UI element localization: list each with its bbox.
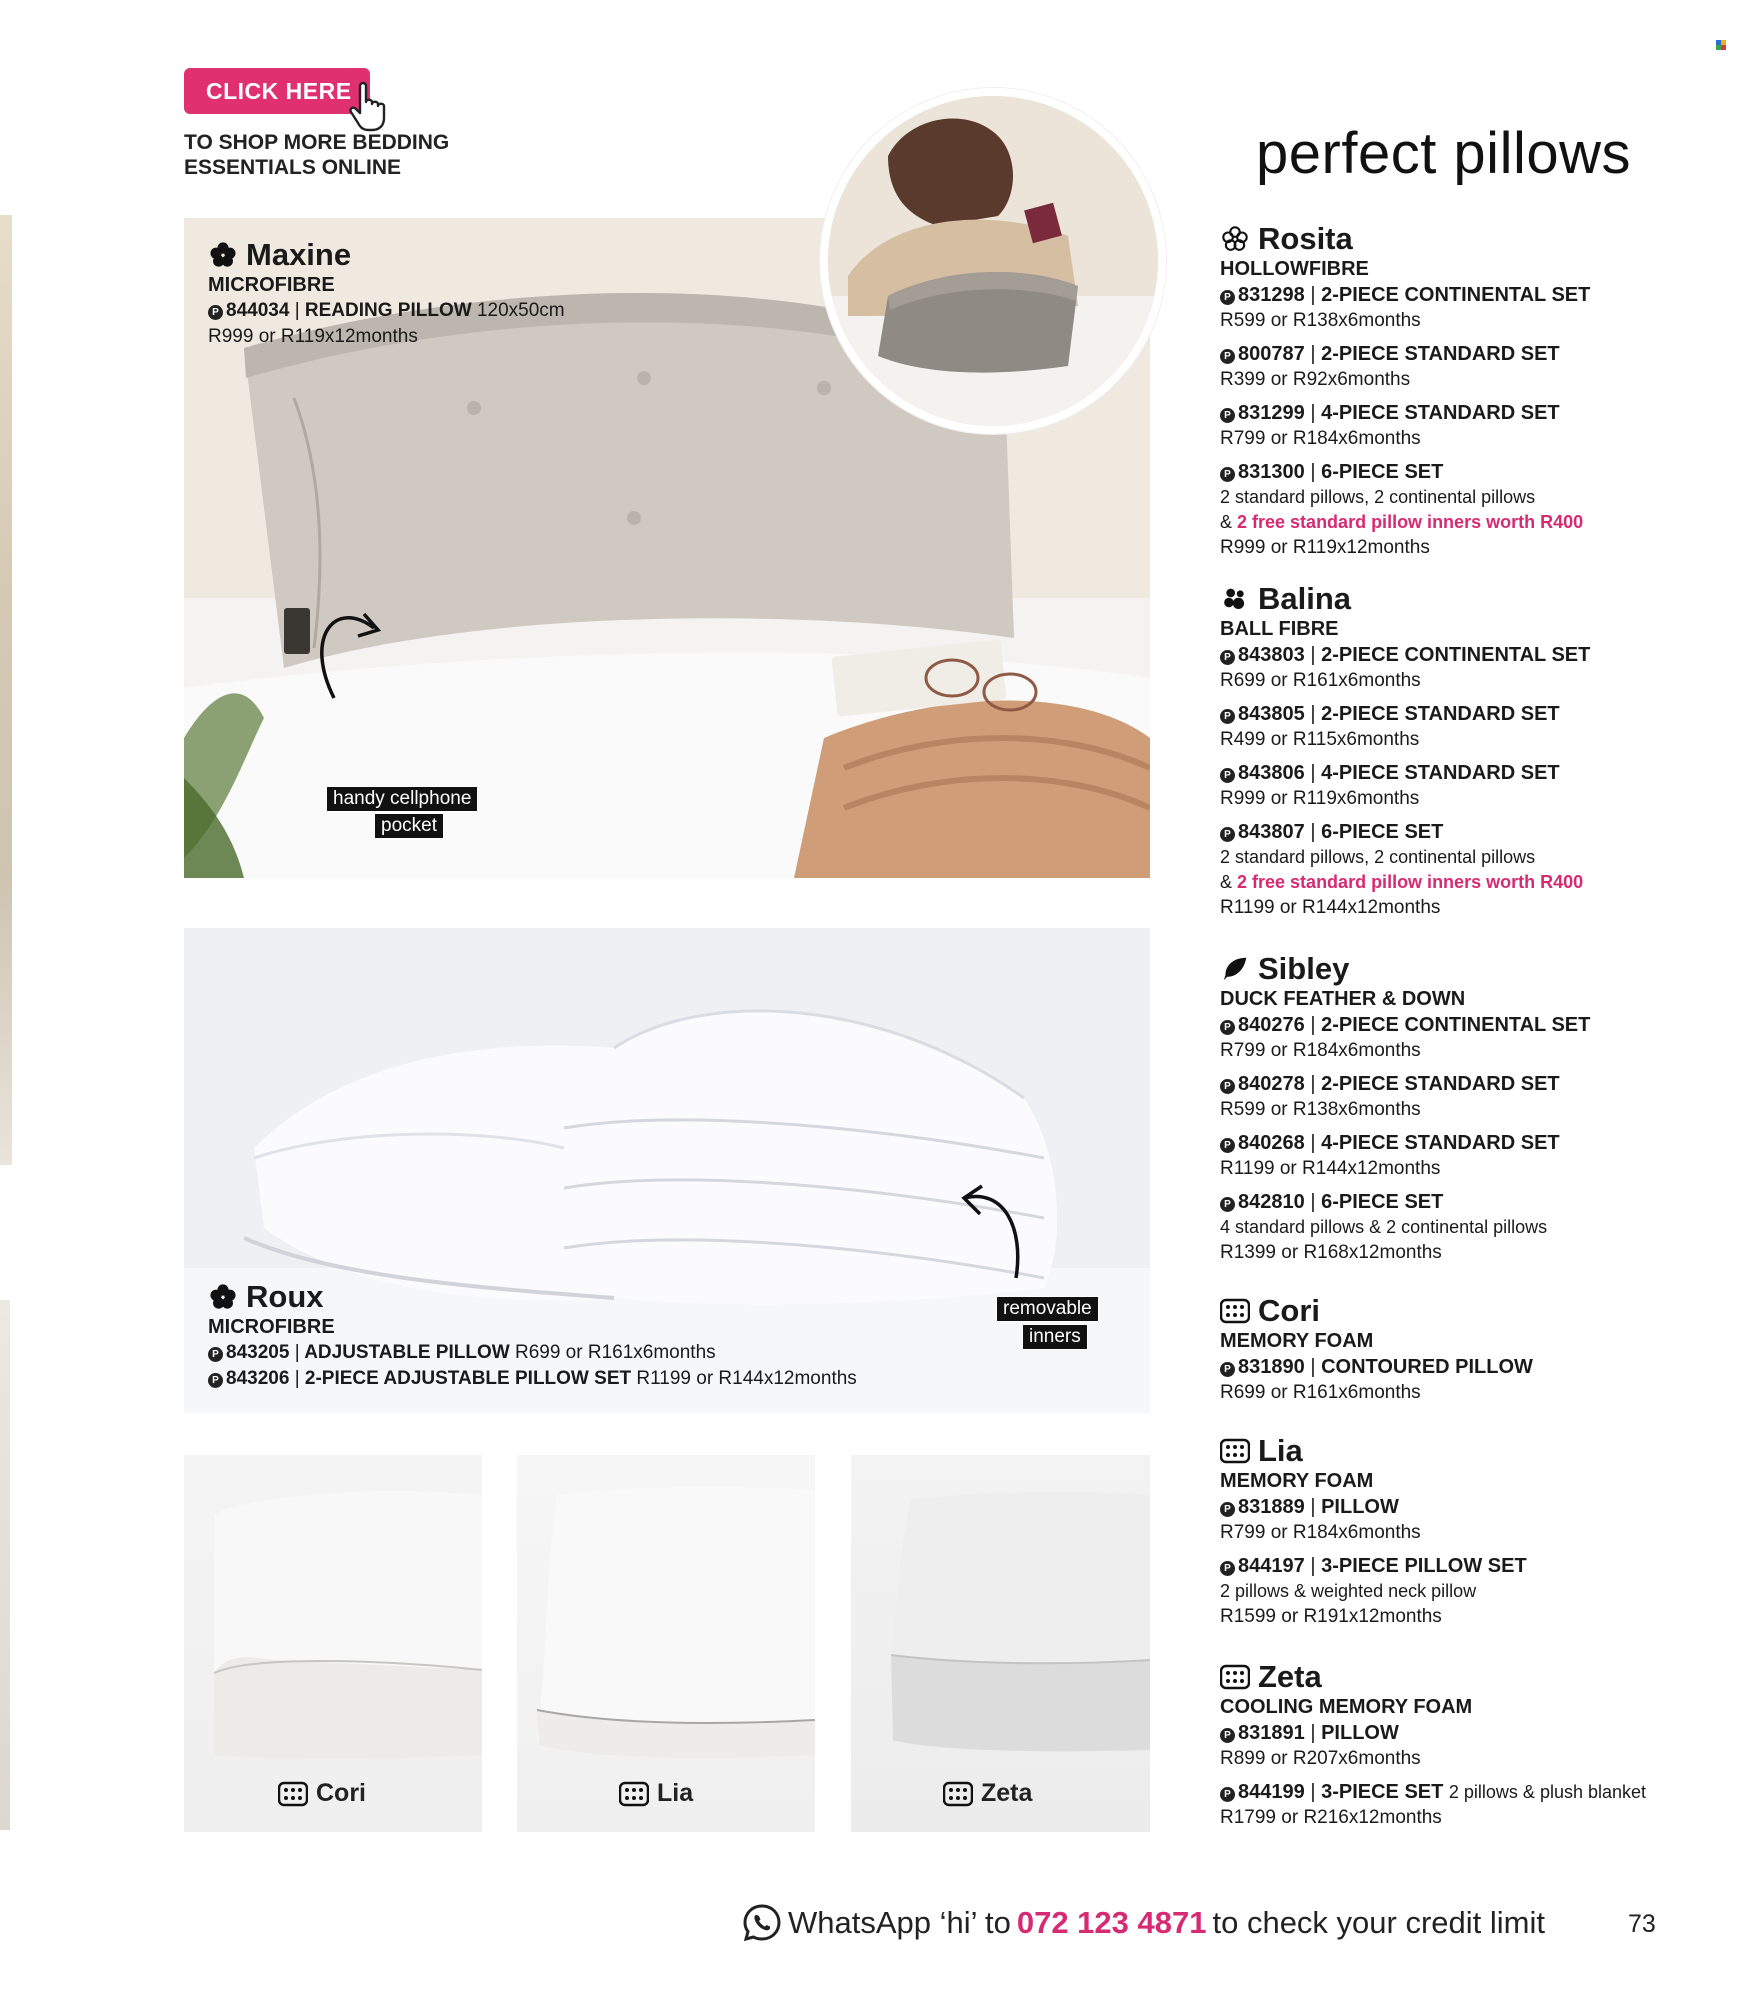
sibley-price: R799 or R184x6months [1220,1040,1421,1061]
rosita-desc: 2 standard pillows, 2 continental pillows [1220,487,1536,507]
hollowfibre-flower-icon [1220,226,1250,252]
rosita-section [1220,222,1660,560]
microfibre-flower-icon [208,242,238,268]
sibley-desc: 4 standard pillows & 2 continental pillows [1220,1217,1548,1237]
pin-icon: P [208,305,223,320]
pin-icon: P [1220,650,1235,665]
zeta-type: COOLING MEMORY FOAM [1220,1696,1473,1718]
zeta-price: R1799 or R216x12months [1220,1807,1442,1828]
roux-product-info [208,1280,968,1392]
pin-icon: P [1220,1020,1235,1035]
pin-icon: P [1220,1079,1235,1094]
lia-type: MEMORY FOAM [1220,1470,1374,1492]
rosita-item: P 831298 | 2-PIECE CONTINENTAL SET [1220,282,1660,308]
rosita-item: P 800787 | 2-PIECE STANDARD SET [1220,341,1660,367]
woman-on-pillow-illustration [828,96,1158,426]
removable-inners-callout-2: inners [1022,1324,1088,1350]
pin-icon: P [1220,1362,1235,1377]
balina-item: P 843806 | 4-PIECE STANDARD SET [1220,760,1660,786]
contoured-pillow-illustration [184,1455,482,1832]
lia-section [1220,1434,1660,1629]
rosita-price: R399 or R92x6months [1220,369,1411,390]
pin-icon: P [1220,349,1235,364]
lia-desc: 2 pillows & weighted neck pillow [1220,1581,1477,1601]
pin-icon: P [1220,768,1235,783]
zeta-section [1220,1660,1660,1830]
balina-section [1220,582,1660,920]
lia-thumb-label: Lia [619,1779,693,1808]
sibley-price: R1399 or R168x12months [1220,1242,1442,1263]
maxine-name: Maxine [246,237,352,272]
sibley-price: R1199 or R144x12months [1220,1158,1441,1179]
removable-inners-callout: removable [996,1296,1099,1322]
footer-text-after: to check your credit limit [1212,1905,1545,1940]
memory-foam-icon [1220,1298,1250,1324]
maxine-product-info [208,238,768,350]
click-here-button[interactable]: CLICK HERE [184,68,370,114]
zeta-item: P 831891 | PILLOW [1220,1720,1660,1746]
memory-foam-pillow-illustration [517,1455,815,1832]
footer-phone[interactable]: 072 123 4871 [1016,1905,1207,1940]
balina-name: Balina [1258,581,1352,616]
lia-price: R799 or R184x6months [1220,1522,1421,1543]
lia-item: P 831889 | PILLOW [1220,1494,1660,1520]
pin-icon: P [208,1373,223,1388]
cellphone-pocket-callout-2: pocket [374,813,444,839]
cori-name: Cori [1258,1293,1320,1328]
roux-type: MICROFIBRE [208,1316,335,1338]
cellphone-pocket-callout: handy cellphone [326,786,478,812]
page-edge-strip [0,1300,10,1830]
cooling-pillow-illustration [851,1455,1150,1832]
pin-icon: P [1220,709,1235,724]
sibley-type: DUCK FEATHER & DOWN [1220,988,1466,1010]
whatsapp-footer [742,1903,1545,1943]
zeta-price: R899 or R207x6months [1220,1748,1421,1769]
pointing-hand-icon [348,80,396,132]
memory-foam-icon [619,1781,649,1807]
lia-item: P 844197 | 3-PIECE PILLOW SET [1220,1553,1660,1579]
balina-price: R699 or R161x6months [1220,670,1421,691]
sibley-section [1220,952,1660,1265]
pin-icon: P [1220,1197,1235,1212]
cori-section [1220,1294,1660,1405]
balina-type: BALL FIBRE [1220,618,1339,640]
zeta-pillow-photo [851,1455,1150,1832]
cori-item: P 831890 | CONTOURED PILLOW [1220,1354,1660,1380]
sibley-item: P 842810 | 6-PIECE SET [1220,1189,1660,1215]
pin-icon: P [1220,1787,1235,1802]
sibley-item: P 840276 | 2-PIECE CONTINENTAL SET [1220,1012,1660,1038]
corner-logo-icon [1716,40,1726,50]
roux-name: Roux [246,1279,324,1314]
page-number: 73 [1628,1910,1656,1938]
rosita-free-offer: & 2 free standard pillow inners worth R400 [1220,512,1584,532]
lia-name: Lia [1258,1433,1303,1468]
pin-icon: P [1220,1561,1235,1576]
lia-price: R1599 or R191x12months [1220,1606,1442,1627]
rosita-name: Rosita [1258,221,1353,256]
sibley-item: P 840268 | 4-PIECE STANDARD SET [1220,1130,1660,1156]
pin-icon: P [1220,1502,1235,1517]
balina-free-offer: & 2 free standard pillow inners worth R400 [1220,872,1584,892]
pin-icon: P [1220,1138,1235,1153]
rosita-type: HOLLOWFIBRE [1220,258,1369,280]
sibley-price: R599 or R138x6months [1220,1099,1421,1120]
sibley-name: Sibley [1258,951,1350,986]
pin-icon: P [1220,827,1235,842]
roux-item-line-1: P 843205 | ADJUSTABLE PILLOW R699 or R161x6months [208,1340,968,1366]
pin-icon: P [208,1347,223,1362]
balina-item: P 843807 | 6-PIECE SET [1220,819,1660,845]
maxine-price: R999 or R119x12months [208,326,418,347]
woman-reading-circle-photo [820,88,1166,434]
pin-icon: P [1220,467,1235,482]
memory-foam-icon [1220,1664,1250,1690]
whatsapp-icon [742,1903,782,1943]
rosita-item: P 831300 | 6-PIECE SET [1220,459,1660,485]
ball-fibre-icon [1220,586,1250,612]
rosita-item: P 831299 | 4-PIECE STANDARD SET [1220,400,1660,426]
microfibre-flower-icon [208,1284,238,1310]
page-edge-strip [0,215,12,1165]
memory-foam-icon [1220,1438,1250,1464]
feather-icon [1220,956,1250,982]
balina-desc: 2 standard pillows, 2 continental pillows [1220,847,1536,867]
memory-foam-icon [943,1781,973,1807]
balina-item: P 843803 | 2-PIECE CONTINENTAL SET [1220,642,1660,668]
roux-item-line-2: P 843206 | 2-PIECE ADJUSTABLE PILLOW SET R1199 or R144x12months [208,1366,968,1392]
zeta-name: Zeta [1258,1659,1322,1694]
cori-price: R699 or R161x6months [1220,1382,1421,1403]
lia-pillow-photo [517,1455,815,1832]
maxine-item-line: P 844034 | READING PILLOW 120x50cm [208,298,768,324]
balina-price: R999 or R119x6months [1220,788,1420,809]
maxine-type: MICROFIBRE [208,274,335,296]
sibley-item: P 840278 | 2-PIECE STANDARD SET [1220,1071,1660,1097]
rosita-price: R599 or R138x6months [1220,310,1421,331]
cori-pillow-photo [184,1455,482,1832]
rosita-price: R999 or R119x12months [1220,537,1430,558]
balina-price: R1199 or R144x12months [1220,897,1441,918]
rosita-price: R799 or R184x6months [1220,428,1421,449]
balina-price: R499 or R115x6months [1220,729,1420,750]
footer-text-before: WhatsApp ‘hi’ to [788,1905,1011,1940]
page-title: perfect pillows [1256,121,1631,186]
zeta-item: P 844199 | 3-PIECE SET 2 pillows & plush blanket [1220,1779,1660,1805]
cori-type: MEMORY FOAM [1220,1330,1374,1352]
pin-icon: P [1220,290,1235,305]
pin-icon: P [1220,1728,1235,1743]
pin-icon: P [1220,408,1235,423]
cori-thumb-label: Cori [278,1779,366,1808]
shop-online-tagline: TO SHOP MORE BEDDING ESSENTIALS ONLINE [184,131,450,179]
memory-foam-icon [278,1781,308,1807]
balina-item: P 843805 | 2-PIECE STANDARD SET [1220,701,1660,727]
zeta-thumb-label: Zeta [943,1779,1032,1808]
